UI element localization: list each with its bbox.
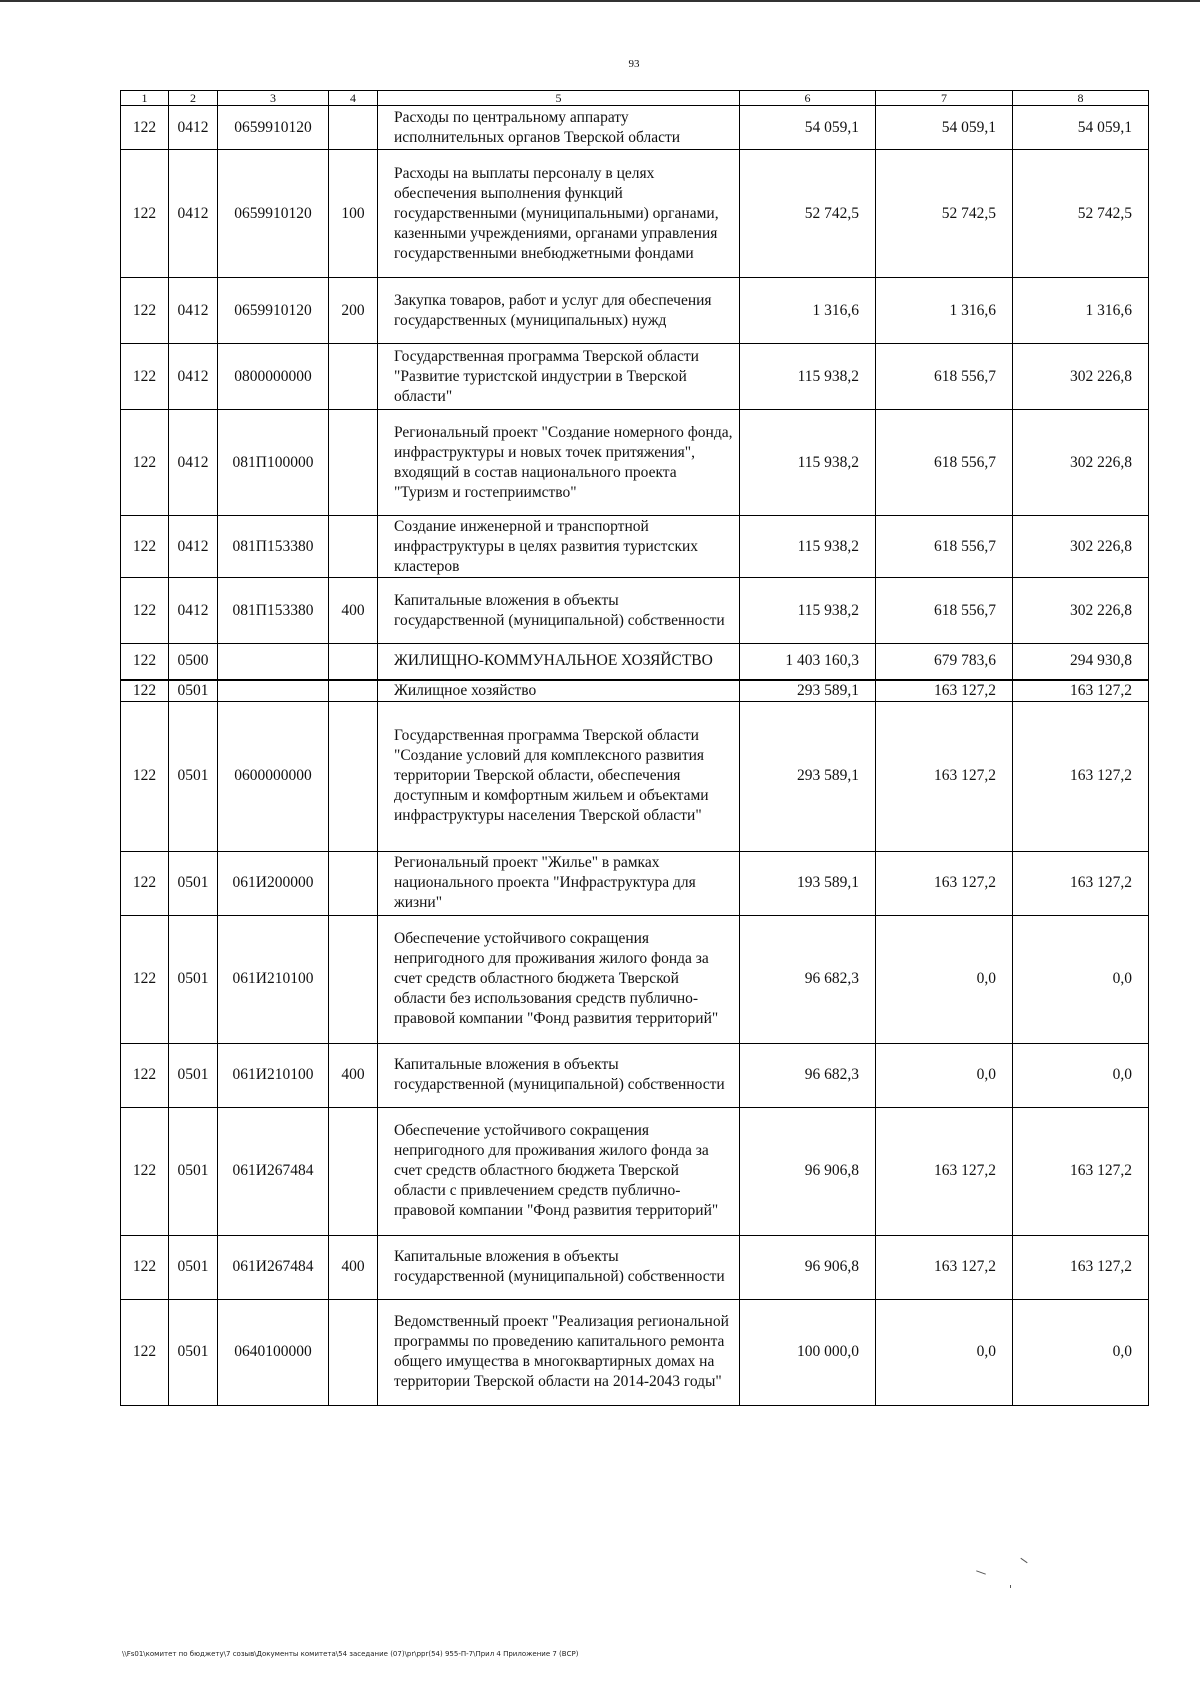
cell-description: Региональный проект "Создание номерного фонда, инфраструктуры и новых точек притяжения", входящий в состав национального проекта "Туризм и гостеприимство" [378,410,740,516]
cell-code-admin: 122 [121,851,169,915]
cell-target-article: 0800000000 [218,344,329,410]
cell-target-article: 0600000000 [218,701,329,851]
table-row [121,410,1149,516]
cell-expense-type: 400 [329,1235,378,1299]
cell-expense-type [329,1299,378,1405]
col-header-7: 7 [876,91,1013,106]
cell-amount-col7: 163 127,2 [876,851,1013,915]
cell-target-article: 0659910120 [218,278,329,344]
table-row [121,1235,1149,1299]
table-row [121,516,1149,578]
cell-amount-col8: 0,0 [1013,1299,1149,1405]
table-row [121,578,1149,644]
cell-amount-col8: 302 226,8 [1013,344,1149,410]
col-header-5: 5 [378,91,740,106]
col-header-3: 3 [218,91,329,106]
cell-description: Государственная программа Тверской области "Создание условий для комплексного развития территории Тверской области, обеспечения доступным и комфортным жильем и объектами инфраструктуры населения Тверской области" [378,701,740,851]
cell-section: 0501 [169,1107,218,1235]
cell-amount-col6: 193 589,1 [740,851,876,915]
cell-target-article [218,644,329,680]
cell-target-article: 081П153380 [218,516,329,578]
cell-target-article: 081П100000 [218,410,329,516]
cell-description: Обеспечение устойчивого сокращения непригодного для проживания жилого фонда за счет средств областного бюджета Тверской области без использования средств публично-правовой компании "Фонд развития территорий" [378,915,740,1043]
cell-code-admin: 122 [121,915,169,1043]
table-row [121,106,1149,150]
cell-amount-col7: 163 127,2 [876,701,1013,851]
cell-expense-type: 400 [329,578,378,644]
cell-expense-type: 100 [329,150,378,278]
cell-amount-col7: 54 059,1 [876,106,1013,150]
cell-code-admin: 122 [121,516,169,578]
cell-amount-col7: 679 783,6 [876,644,1013,680]
cell-code-admin: 122 [121,278,169,344]
cell-amount-col8: 163 127,2 [1013,851,1149,915]
table-row [121,701,1149,851]
cell-description: Создание инженерной и транспортной инфраструктуры в целях развития туристских кластеров [378,516,740,578]
cell-amount-col6: 54 059,1 [740,106,876,150]
cell-amount-col6: 293 589,1 [740,680,876,702]
cell-expense-type [329,410,378,516]
col-header-8: 8 [1013,91,1149,106]
budget-table [120,90,1149,1406]
cell-section: 0501 [169,1235,218,1299]
cell-amount-col7: 163 127,2 [876,1235,1013,1299]
cell-section: 0501 [169,1299,218,1405]
cell-expense-type [329,344,378,410]
cell-amount-col7: 618 556,7 [876,516,1013,578]
table-row [121,915,1149,1043]
cell-target-article: 081П153380 [218,578,329,644]
cell-amount-col6: 1 316,6 [740,278,876,344]
cell-amount-col6: 293 589,1 [740,701,876,851]
cell-amount-col6: 100 000,0 [740,1299,876,1405]
cell-section: 0412 [169,344,218,410]
cell-section: 0412 [169,410,218,516]
cell-code-admin: 122 [121,1235,169,1299]
cell-description: Региональный проект "Жилье" в рамках национального проекта "Инфраструктура для жизни" [378,851,740,915]
cell-description: Капитальные вложения в объекты государственной (муниципальной) собственности [378,578,740,644]
col-header-4: 4 [329,91,378,106]
cell-description: Капитальные вложения в объекты государственной (муниципальной) собственности [378,1235,740,1299]
cell-section: 0501 [169,701,218,851]
cell-amount-col7: 163 127,2 [876,680,1013,702]
cell-expense-type [329,516,378,578]
cell-amount-col6: 115 938,2 [740,516,876,578]
cell-expense-type [329,680,378,702]
table-row [121,851,1149,915]
cell-code-admin: 122 [121,701,169,851]
cell-amount-col8: 302 226,8 [1013,578,1149,644]
cell-code-admin: 122 [121,106,169,150]
cell-description: ЖИЛИЩНО-КОММУНАЛЬНОЕ ХОЗЯЙСТВО [378,644,740,680]
cell-amount-col6: 96 906,8 [740,1235,876,1299]
cell-amount-col8: 294 930,8 [1013,644,1149,680]
cell-description: Расходы на выплаты персоналу в целях обеспечения выполнения функций государственными (муниципальными) органами, казенными учреждениями, органами управления государственными внебюджетными фондами [378,150,740,278]
cell-target-article: 061И200000 [218,851,329,915]
cell-expense-type [329,701,378,851]
table-row [121,1107,1149,1235]
table-row [121,344,1149,410]
table-header-row [121,91,1149,106]
cell-expense-type [329,851,378,915]
cell-expense-type [329,644,378,680]
cell-code-admin: 122 [121,1299,169,1405]
cell-target-article: 061И210100 [218,915,329,1043]
cell-amount-col6: 96 906,8 [740,1107,876,1235]
col-header-1: 1 [121,91,169,106]
cell-code-admin: 122 [121,1107,169,1235]
cell-amount-col7: 0,0 [876,1299,1013,1405]
cell-code-admin: 122 [121,578,169,644]
cell-amount-col7: 0,0 [876,915,1013,1043]
cell-amount-col8: 302 226,8 [1013,410,1149,516]
cell-section: 0501 [169,915,218,1043]
cell-amount-col8: 52 742,5 [1013,150,1149,278]
cell-amount-col8: 163 127,2 [1013,1235,1149,1299]
cell-target-article: 061И267484 [218,1107,329,1235]
cell-target-article: 0640100000 [218,1299,329,1405]
page-number: 93 [628,58,640,70]
cell-target-article: 0659910120 [218,150,329,278]
cell-description: Закупка товаров, работ и услуг для обеспечения государственных (муниципальных) нужд [378,278,740,344]
cell-description: Обеспечение устойчивого сокращения непригодного для проживания жилого фонда за счет средств областного бюджета Тверской области с привлечением средств публично-правовой компании "Фонд развития территорий" [378,1107,740,1235]
cell-target-article [218,680,329,702]
table-row [121,278,1149,344]
cell-amount-col6: 115 938,2 [740,410,876,516]
cell-section: 0501 [169,680,218,702]
cell-amount-col7: 163 127,2 [876,1107,1013,1235]
cell-description: Капитальные вложения в объекты государственной (муниципальной) собственности [378,1043,740,1107]
cell-amount-col8: 163 127,2 [1013,701,1149,851]
col-header-6: 6 [740,91,876,106]
cell-amount-col7: 618 556,7 [876,344,1013,410]
cell-amount-col7: 52 742,5 [876,150,1013,278]
table-row [121,680,1149,702]
cell-description: Жилищное хозяйство [378,680,740,702]
cell-target-article: 061И267484 [218,1235,329,1299]
cell-target-article: 061И210100 [218,1043,329,1107]
cell-section: 0412 [169,516,218,578]
cell-amount-col8: 302 226,8 [1013,516,1149,578]
cell-section: 0500 [169,644,218,680]
cell-amount-col8: 0,0 [1013,915,1149,1043]
cell-amount-col8: 163 127,2 [1013,1107,1149,1235]
cell-code-admin: 122 [121,1043,169,1107]
cell-amount-col6: 52 742,5 [740,150,876,278]
cell-amount-col7: 1 316,6 [876,278,1013,344]
cell-amount-col6: 96 682,3 [740,1043,876,1107]
cell-amount-col7: 0,0 [876,1043,1013,1107]
table-row [121,644,1149,680]
table-row [121,150,1149,278]
scan-edge-line [0,0,1200,2]
cell-section: 0412 [169,106,218,150]
cell-amount-col6: 115 938,2 [740,344,876,410]
cell-amount-col6: 115 938,2 [740,578,876,644]
cell-section: 0501 [169,1043,218,1107]
cell-code-admin: 122 [121,680,169,702]
cell-code-admin: 122 [121,644,169,680]
cell-section: 0412 [169,578,218,644]
cell-expense-type [329,106,378,150]
table-row [121,1043,1149,1107]
footer-file-path: \\Fs01\комитет по бюджету\7 созыв\Документы комитета\54 заседание (07)\pr\ppr(54) 955-П-7\Прил 4 Приложение 7 (ВСР) [122,1650,579,1658]
cell-code-admin: 122 [121,150,169,278]
cell-expense-type: 200 [329,278,378,344]
cell-amount-col8: 163 127,2 [1013,680,1149,702]
cell-description: Расходы по центральному аппарату исполнительных органов Тверской области [378,106,740,150]
cell-section: 0412 [169,278,218,344]
cell-amount-col6: 1 403 160,3 [740,644,876,680]
cell-expense-type: 400 [329,1043,378,1107]
cell-amount-col6: 96 682,3 [740,915,876,1043]
table-row [121,1299,1149,1405]
cell-section: 0501 [169,851,218,915]
cell-expense-type [329,915,378,1043]
cell-amount-col8: 0,0 [1013,1043,1149,1107]
cell-expense-type [329,1107,378,1235]
cell-description: Государственная программа Тверской области "Развитие туристской индустрии в Тверской области" [378,344,740,410]
cell-code-admin: 122 [121,344,169,410]
cell-amount-col8: 54 059,1 [1013,106,1149,150]
col-header-2: 2 [169,91,218,106]
cell-amount-col8: 1 316,6 [1013,278,1149,344]
cell-description: Ведомственный проект "Реализация региональной программы по проведению капитального ремонта общего имущества в многоквартирных домах на территории Тверской области на 2014-2043 годы" [378,1299,740,1405]
cell-target-article: 0659910120 [218,106,329,150]
cell-amount-col7: 618 556,7 [876,578,1013,644]
cell-amount-col7: 618 556,7 [876,410,1013,516]
cell-code-admin: 122 [121,410,169,516]
cell-section: 0412 [169,150,218,278]
